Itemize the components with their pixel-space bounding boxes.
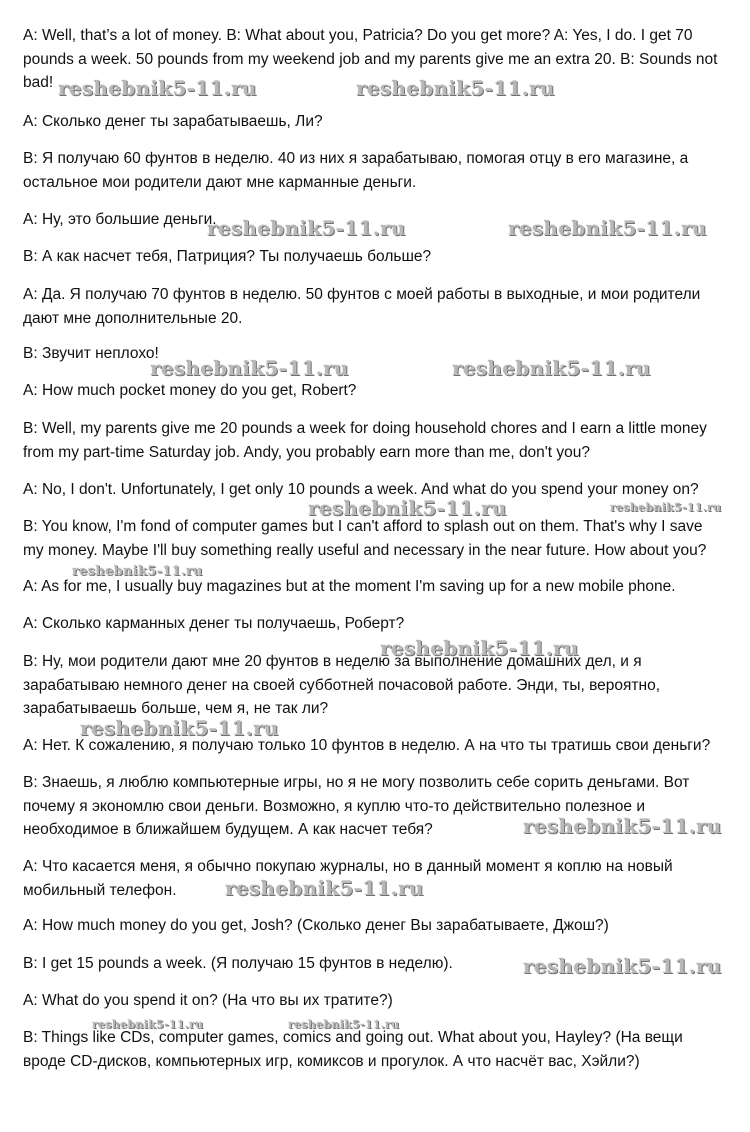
paragraph: A: Ну, это большие деньги. bbox=[23, 211, 217, 228]
watermark: reshebnik5-11.ru bbox=[356, 76, 555, 100]
paragraph: B: You know, I'm fond of computer games but I can't afford to splash out on them. That's why I save my money. Maybe I'll buy something really useful and necessary in the near future. How about you? bbox=[23, 518, 707, 559]
watermark: reshebnik5-11.ru bbox=[72, 564, 203, 579]
paragraph: B: Ну, мои родители дают мне 20 фунтов в неделю за выполнение домашних дел, и я зарабатываю немного денег на своей субботней почасовой работе. Энди, ты, вероятно, зарабатываешь больше, чем я, не так ли? bbox=[23, 653, 661, 717]
watermark: reshebnik5-11.ru bbox=[610, 501, 722, 514]
paragraph: B: Звучит неплохо! bbox=[23, 345, 159, 362]
paragraph: A: Well, that’s a lot of money. B: What about you, Patricia? Do you get more? A: Yes, I do. I get 70 pounds a week. 50 pounds from my weekend job and my parents give me an extra 20. B: Sounds not bad! bbox=[23, 27, 718, 91]
watermark: reshebnik5-11.ru bbox=[225, 876, 424, 900]
paragraph: A: As for me, I usually buy magazines but at the moment I'm saving up for a new mobile phone. bbox=[23, 578, 676, 595]
watermark: reshebnik5-11.ru bbox=[380, 636, 579, 660]
watermark: reshebnik5-11.ru bbox=[80, 716, 279, 740]
paragraph: B: Я получаю 60 фунтов в неделю. 40 из них я зарабатываю, помогая отцу в его магазине, а остальное мои родители дают мне карманные деньги. bbox=[23, 150, 689, 191]
paragraph: B: Things like CDs, computer games, comics and going out. What about you, Hayley? (На вещи вроде CD-дисков, компьютерных игр, комиксов и прогулок. А что насчёт вас, Хэйли?) bbox=[23, 1029, 683, 1070]
watermark: reshebnik5-11.ru bbox=[150, 356, 349, 380]
paragraph: A: Что касается меня, я обычно покупаю журналы, но в данный момент я коплю на новый мобильный телефон. bbox=[23, 858, 673, 899]
paragraph: A: Сколько карманных денег ты получаешь, Роберт? bbox=[23, 615, 405, 632]
paragraph: A: Нет. К сожалению, я получаю только 10 фунтов в неделю. А на что ты тратишь свои деньги? bbox=[23, 737, 711, 754]
watermark: reshebnik5-11.ru bbox=[58, 76, 257, 100]
watermark: reshebnik5-11.ru bbox=[92, 1018, 204, 1031]
paragraph: A: Да. Я получаю 70 фунтов в неделю. 50 фунтов с моей работы в выходные, и мои родители дают мне дополнительные 20. bbox=[23, 286, 701, 327]
paragraph: B: А как насчет тебя, Патриция? Ты получаешь больше? bbox=[23, 248, 432, 265]
paragraph: A: Сколько денег ты зарабатываешь, Ли? bbox=[23, 113, 323, 130]
paragraph: B: Well, my parents give me 20 pounds a week for doing household chores and I earn a little money from my part-time Saturday job. Andy, you probably earn more than me, don't you? bbox=[23, 420, 707, 461]
watermark: reshebnik5-11.ru bbox=[207, 216, 406, 240]
watermark: reshebnik5-11.ru bbox=[308, 496, 507, 520]
paragraph: A: How much pocket money do you get, Robert? bbox=[23, 382, 357, 399]
paragraph: B: I get 15 pounds a week. (Я получаю 15 фунтов в неделю). bbox=[23, 955, 453, 972]
watermark: reshebnik5-11.ru bbox=[508, 216, 707, 240]
watermark: reshebnik5-11.ru bbox=[452, 356, 651, 380]
watermark: reshebnik5-11.ru bbox=[523, 814, 722, 838]
watermark: reshebnik5-11.ru bbox=[523, 954, 722, 978]
paragraph: A: How much money do you get, Josh? (Сколько денег Вы зарабатываете, Джош?) bbox=[23, 917, 609, 934]
paragraph: A: No, I don't. Unfortunately, I get only 10 pounds a week. And what do you spend your money on? bbox=[23, 481, 699, 498]
paragraph: B: Знаешь, я люблю компьютерные игры, но я не могу позволить себе сорить деньгами. Вот почему я экономлю свои деньги. Возможно, я куплю что-то действительно полезное и необходимое в ближайшем будущем. А как насчет тебя? bbox=[23, 774, 690, 838]
paragraph: A: What do you spend it on? (На что вы их тратите?) bbox=[23, 992, 393, 1009]
watermark: reshebnik5-11.ru bbox=[288, 1018, 400, 1031]
